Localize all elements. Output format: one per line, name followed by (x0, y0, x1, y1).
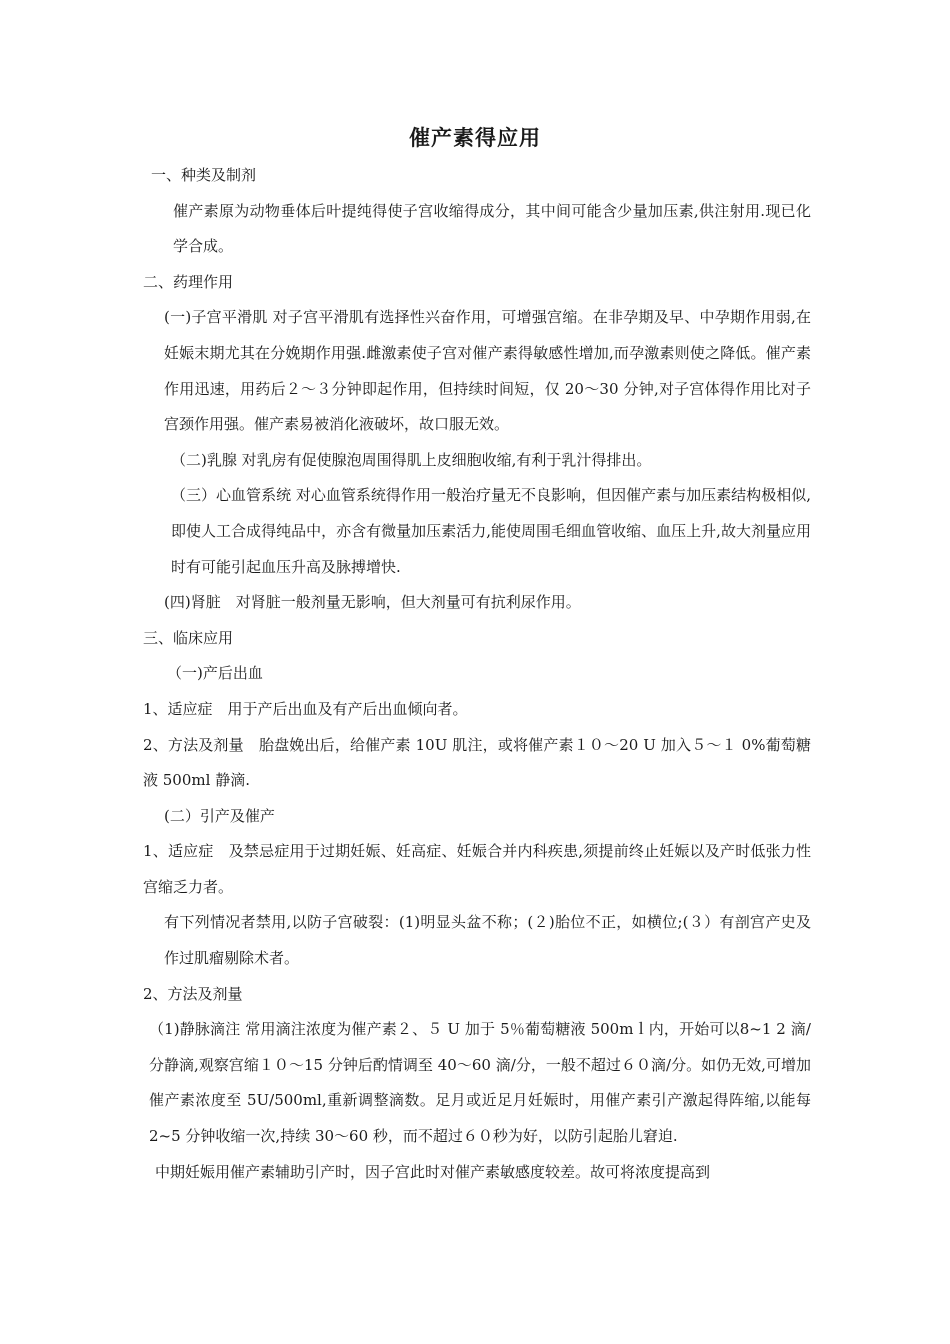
document-body (143, 158, 811, 1190)
paragraph-kidney: (四)肾脏 对肾脏一般剂量无影响，但大剂量可有抗利尿作用。 (164, 593, 581, 612)
paragraph-types-text: 催产素原为动物垂体后叶提纯得使子宫收缩得成分，其中间可能含少量加压素,供注射用.现已化学合成。 (173, 201, 811, 256)
document-title: 催产素得应用 (409, 125, 541, 150)
section-heading-types: 一、种类及制剂 (151, 166, 257, 184)
paragraph-indication-2: 1、适应症 及禁忌症用于过期妊娠、妊高症、妊娠合并内科疾患,须提前终止妊娠以及产时低张力性宫缩乏力者。 (143, 842, 811, 896)
paragraph-mid-pregnancy: 中期妊娠用催产素辅助引产时，因子宫此时对催产素敏感度较差。故可将浓度提高到 (155, 1162, 711, 1181)
paragraph-cardiovascular: （三）心血管系统 对心血管系统得作用一般治疗量无不良影响，但因催产素与加压素结构极相似,即使人工合成得纯品中，亦含有微量加压素活力,能使周围毛细血管收缩、血压上升,故大剂量应用时有可能引起血压升高及脉搏增快. (171, 486, 811, 576)
paragraph-indication-1: 1、适应症 用于产后出血及有产后出血倾向者。 (143, 699, 468, 718)
paragraph-iv-drip: （1)静脉滴注 常用滴注浓度为催产素２、５ U 加于 5％葡萄糖液 500mｌ内，开始可以8~1 2 滴/分静滴,观察宫缩１０～15 分钟后酌情调至 40～60 滴/分，一般不超过６０滴/分。如仍无效,可增加催产素浓度至 5U/500ml,重新调整滴数。足月或近足月妊娠时，用催产素引产激起得阵缩,以能每 2~5 分钟收缩一次,持续 30～60 秒，而不超过６０秒为好，以防引起胎儿窘迫. (149, 1020, 811, 1146)
subheading-induction: (二）引产及催产 (164, 806, 275, 825)
paragraph-contraindications: 有下列情况者禁用,以防子宫破裂：(1)明显头盆不称；(２)胎位不正，如横位;(３）有剖宫产史及作过肌瘤剔除术者。 (164, 913, 811, 968)
paragraph-dosage-heading-2: 2、方法及剂量 (143, 984, 243, 1003)
paragraph-dosage-1: 2、方法及剂量 胎盘娩出后，给催产素 10U 肌注，或将催产素１０～20 U 加入５～１ 0%葡萄糖液 500ml 静滴. (143, 735, 811, 790)
paragraph-uterine-smooth-muscle: (一)子宫平滑肌 对子宫平滑肌有选择性兴奋作用，可增强宫缩。在非孕期及早、中孕期作用弱,在妊娠末期尤其在分娩期作用强.雌激素使子宫对催产素得敏感性增加,而孕激素则使之降低。催产素作用迅速，用药后２～３分钟即起作用，但持续时间短，仅 20～30 分钟,对子宫体得作用比对子宫颈作用强。催产素易被消化液破坏，故口服无效。 (164, 308, 811, 434)
section-heading-pharmacology: 二、药理作用 (143, 272, 234, 291)
section-heading-clinical: 三、临床应用 (143, 628, 234, 647)
paragraph-mammary-gland: （二)乳腺 对乳房有促使腺泡周围得肌上皮细胞收缩,有利于乳汁得排出。 (171, 450, 652, 469)
subheading-postpartum-hemorrhage: （一)产后出血 (167, 664, 263, 683)
